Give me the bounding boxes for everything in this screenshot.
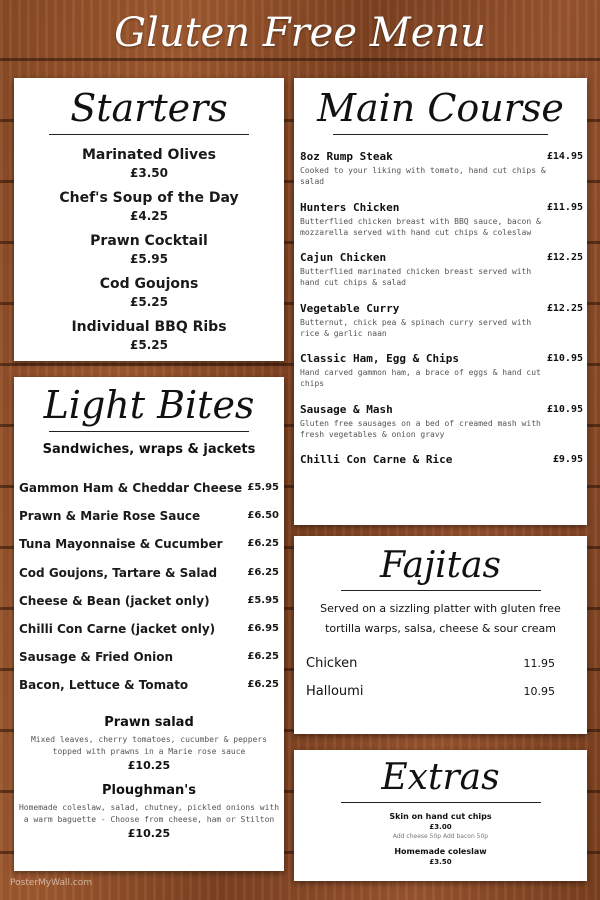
starter-name: Individual BBQ Ribs (71, 319, 227, 335)
light-bite-price: £5.95 (247, 482, 279, 493)
main-course-name: Chilli Con Carne & Rice (300, 453, 453, 466)
extras-divider (341, 802, 541, 803)
fajitas-description-line: tortilla warps, salsa, cheese & sour cream (325, 622, 556, 635)
fajitas-panel (294, 536, 587, 734)
light-bite-item (19, 621, 279, 649)
starter-price: £3.50 (130, 166, 168, 180)
light-bite-name: Tuna Mayonnaise & Cucumber (19, 537, 223, 552)
starter-name: Marinated Olives (81, 147, 217, 163)
light-bite-item (19, 536, 279, 564)
prawn-salad-description: Mixed leaves, cherry tomatoes, cucumber & peppers topped with prawns in a Marie rose sauce (30, 734, 267, 756)
starter-name: Chef's Soup of the Day (59, 190, 239, 206)
main-course-name: Classic Ham, Egg & Chips (300, 352, 459, 365)
light-bite-name: Sausage & Fried Onion (19, 650, 174, 665)
extra-item (294, 811, 587, 841)
light-bite-price: £6.25 (247, 538, 279, 550)
extra-price: £3.50 (429, 858, 452, 866)
light-bites-subheading: Sandwiches, wraps & jackets (42, 442, 256, 457)
starter-name: Prawn Cocktail (90, 233, 208, 249)
prawn-salad-name: Prawn salad (104, 714, 194, 730)
light-bite-item (19, 593, 279, 621)
fajita-name: Halloumi (306, 684, 364, 699)
light-bite-name: Cod Goujons, Tartare & Salad (19, 565, 218, 580)
light-bite-item (19, 649, 279, 677)
fajita-price: 11.95 (523, 657, 555, 670)
main-course-name: 8oz Rump Steak (300, 150, 393, 163)
starter-item (14, 317, 284, 360)
starter-price: £5.95 (130, 252, 168, 266)
main-course-panel (294, 78, 587, 525)
starter-price: £4.25 (130, 209, 168, 223)
light-bites-list (14, 480, 284, 706)
fajita-item (306, 655, 555, 683)
extra-note: Add cheese 50p Add bacon 50p (392, 833, 489, 840)
light-bite-price: £6.25 (247, 566, 279, 578)
starters-list (14, 145, 284, 360)
light-bite-price: £6.50 (247, 510, 279, 522)
extra-item (294, 846, 587, 867)
fajitas-description-line: Served on a sizzling platter with gluten free (320, 602, 561, 615)
main-course-item (300, 452, 583, 503)
main-course-item (300, 351, 583, 402)
main-course-price: £12.25 (546, 302, 583, 314)
light-bites-divider (49, 431, 249, 432)
starter-price: £5.25 (130, 295, 168, 309)
light-bite-price: £6.25 (247, 651, 279, 663)
light-bite-item (19, 508, 279, 536)
starter-price: £5.25 (130, 338, 168, 352)
main-course-item (300, 250, 583, 301)
starter-item (14, 231, 284, 274)
fajita-item (306, 683, 555, 711)
extra-price: £3.00 (429, 823, 452, 831)
main-course-price: £10.95 (546, 403, 583, 415)
ploughmans (14, 782, 284, 842)
fajitas-divider (341, 590, 541, 591)
main-course-heading: Main Course (317, 86, 564, 130)
fajita-price: 10.95 (523, 685, 555, 698)
main-course-item (300, 149, 583, 200)
light-bite-item (19, 565, 279, 593)
ploughmans-description: Homemade coleslaw, salad, chutney, pickled onions with a warm baguette - Choose from cheese, ham or Stilton (18, 802, 280, 824)
main-course-description: Butterflied chicken breast with BBQ sauce, bacon & mozzarella served with hand cut chips & coleslaw (300, 216, 541, 237)
extras-heading: Extras (381, 757, 500, 798)
menu-title: Gluten Free Menu (114, 10, 486, 56)
starters-heading: Starters (70, 86, 228, 130)
extras-list (294, 811, 587, 867)
light-bite-price: £6.25 (247, 679, 279, 691)
main-course-price: £12.25 (546, 252, 583, 263)
light-bite-item (19, 480, 279, 508)
ploughmans-price: £10.25 (127, 826, 171, 840)
ploughmans-name: Ploughman's (101, 782, 197, 798)
main-course-name: Cajun Chicken (300, 251, 387, 264)
starters-panel (14, 78, 284, 361)
prawn-salad (14, 714, 284, 774)
light-bite-name: Prawn & Marie Rose Sauce (19, 509, 201, 524)
main-course-description: Cooked to your liking with tomato, hand cut chips & salad (300, 166, 546, 186)
starter-item (14, 188, 284, 231)
light-bites-panel (14, 377, 284, 871)
light-bite-name: Chilli Con Carne (jacket only) (19, 621, 216, 636)
prawn-salad-price: £10.25 (127, 758, 171, 772)
light-bite-name: Bacon, Lettuce & Tomato (19, 678, 189, 693)
extra-name: Homemade coleslaw (394, 847, 487, 856)
light-bite-name: Cheese & Bean (jacket only) (19, 593, 210, 608)
main-course-name: Vegetable Curry (300, 301, 400, 315)
main-course-description: Hand carved gammon ham, a brace of eggs & hand cut chips (300, 368, 541, 388)
starters-divider (49, 134, 249, 135)
main-course-list (294, 135, 587, 503)
light-bite-price: £6.95 (247, 622, 279, 634)
main-course-price: £9.95 (552, 454, 583, 465)
main-course-item (300, 402, 583, 453)
light-bite-item (19, 677, 279, 705)
main-course-name: Sausage & Mash (300, 402, 393, 416)
starter-item (14, 145, 284, 188)
main-course-item (300, 301, 583, 352)
fajitas-heading: Fajitas (379, 545, 502, 586)
main-course-price: £11.95 (546, 201, 583, 213)
light-bite-price: £5.95 (247, 594, 279, 606)
fajitas-list (294, 655, 587, 711)
main-course-description: Gluten free sausages on a bed of creamed mash with fresh vegetables & onion gravy (300, 418, 541, 439)
light-bite-name: Gammon Ham & Cheddar Cheese (19, 481, 243, 495)
starter-item (14, 274, 284, 317)
light-bites-heading: Light Bites (43, 383, 255, 427)
main-course-description: Butterflied marinated chicken breast served with hand cut chips & salad (300, 267, 532, 287)
main-course-price: £14.95 (546, 151, 583, 162)
extras-panel (294, 750, 587, 881)
starter-name: Cod Goujons (99, 276, 199, 292)
main-course-description: Butternut, chick pea & spinach curry served with rice & garlic naan (300, 317, 532, 338)
poster-watermark: PosterMyWall.com (10, 878, 93, 888)
main-course-name: Hunters Chicken (300, 200, 400, 214)
extra-name: Skin on hand cut chips (389, 812, 492, 821)
fajitas-description (294, 599, 587, 639)
main-course-item (300, 200, 583, 251)
main-course-price: £10.95 (546, 353, 583, 364)
fajita-name: Chicken (306, 656, 358, 671)
